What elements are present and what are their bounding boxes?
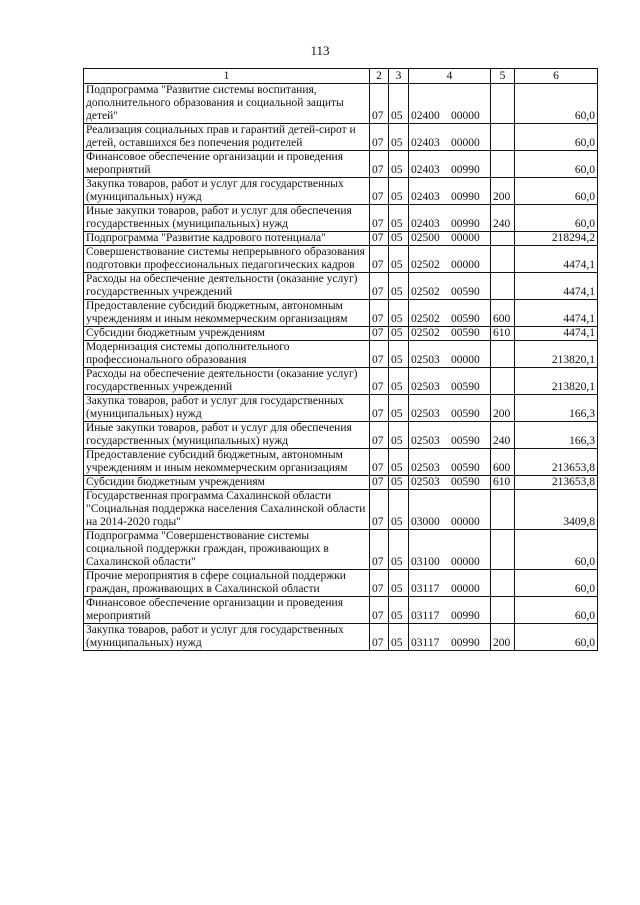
- table-row: [84, 84, 598, 124]
- table-row: [84, 178, 598, 205]
- expense-name: Закупка товаров, работ и услуг для государственных (муниципальных) нужд: [84, 395, 370, 422]
- subsection-code: 05: [389, 422, 409, 449]
- subsection-code: 05: [389, 476, 409, 490]
- amount: 166,3: [515, 395, 598, 422]
- target-program-code: 02403: [411, 137, 440, 149]
- amount: 60,0: [515, 178, 598, 205]
- amount: 60,0: [515, 530, 598, 570]
- target-program-code: 02403: [411, 164, 440, 176]
- section-code: 07: [370, 232, 389, 246]
- target-program-code: 02502: [411, 286, 440, 298]
- target-item-code: [409, 624, 491, 651]
- target-item-code: [409, 490, 491, 530]
- amount: 213653,8: [515, 476, 598, 490]
- section-code: 07: [370, 84, 389, 124]
- section-code: 07: [370, 178, 389, 205]
- target-program-code: 02502: [411, 327, 440, 339]
- expense-type-code: [491, 530, 515, 570]
- target-item-code: [409, 570, 491, 597]
- expense-type-code: [491, 273, 515, 300]
- expense-type-code: [491, 151, 515, 178]
- target-direction-code: 00000: [451, 556, 480, 568]
- subsection-code: 05: [389, 624, 409, 651]
- table-row: [84, 395, 598, 422]
- header-cell: 2: [370, 69, 389, 84]
- subsection-code: 05: [389, 490, 409, 530]
- expense-name: Финансовое обеспечение организации и проведения мероприятий: [84, 151, 370, 178]
- section-code: 07: [370, 395, 389, 422]
- table-row: [84, 368, 598, 395]
- expense-name: Предоставление субсидий бюджетным, автономным учреждениям и иным некоммерческим организациям: [84, 449, 370, 476]
- target-item-code: [409, 124, 491, 151]
- target-item-code: [409, 151, 491, 178]
- table-row: [84, 449, 598, 476]
- amount: 213653,8: [515, 449, 598, 476]
- amount: 60,0: [515, 570, 598, 597]
- table-row: [84, 151, 598, 178]
- target-direction-code: 00590: [451, 462, 480, 474]
- expense-name: Закупка товаров, работ и услуг для государственных (муниципальных) нужд: [84, 178, 370, 205]
- target-item-code: [409, 597, 491, 624]
- amount: 218294,2: [515, 232, 598, 246]
- target-direction-code: 00000: [451, 110, 480, 122]
- expense-name: Реализация социальных прав и гарантий детей-сирот и детей, оставшихся без попечения родителей: [84, 124, 370, 151]
- subsection-code: 05: [389, 395, 409, 422]
- amount: 60,0: [515, 205, 598, 232]
- table-row: [84, 205, 598, 232]
- amount: 4474,1: [515, 300, 598, 327]
- expense-name: Государственная программа Сахалинской области "Социальная поддержка населения Сахалинской области на 2014-2020 годы": [84, 490, 370, 530]
- expense-type-code: 600: [491, 300, 515, 327]
- expense-name: Расходы на обеспечение деятельности (оказание услуг) государственных учреждений: [84, 368, 370, 395]
- amount: 60,0: [515, 124, 598, 151]
- expense-name: Подпрограмма "Развитие кадрового потенциала": [84, 232, 370, 246]
- expense-type-code: [491, 597, 515, 624]
- target-direction-code: 00000: [451, 232, 480, 244]
- expense-name: Иные закупки товаров, работ и услуг для обеспечения государственных (муниципальных) нужд: [84, 422, 370, 449]
- table-row: [84, 476, 598, 490]
- section-code: 07: [370, 570, 389, 597]
- expense-name: Иные закупки товаров, работ и услуг для обеспечения государственных (муниципальных) нужд: [84, 205, 370, 232]
- section-code: 07: [370, 151, 389, 178]
- table-row: [84, 530, 598, 570]
- header-cell: 3: [389, 69, 409, 84]
- expense-name: Совершенствование системы непрерывного образования подготовки профессиональных педагогических кадров: [84, 246, 370, 273]
- page-number: 113: [310, 43, 330, 58]
- amount: 213820,1: [515, 341, 598, 368]
- target-item-code: [409, 178, 491, 205]
- amount: 60,0: [515, 151, 598, 178]
- table-row: [84, 124, 598, 151]
- subsection-code: 05: [389, 273, 409, 300]
- expense-type-code: 240: [491, 422, 515, 449]
- subsection-code: 05: [389, 341, 409, 368]
- expense-type-code: 200: [491, 395, 515, 422]
- target-program-code: 02503: [411, 476, 440, 488]
- table-body: [84, 84, 598, 651]
- table-row: [84, 597, 598, 624]
- section-code: 07: [370, 246, 389, 273]
- target-program-code: 02502: [411, 259, 440, 271]
- table-row: [84, 422, 598, 449]
- expense-type-code: 200: [491, 624, 515, 651]
- section-code: 07: [370, 476, 389, 490]
- amount: 3409,8: [515, 490, 598, 530]
- expense-type-code: 200: [491, 178, 515, 205]
- table-row: [84, 341, 598, 368]
- header-cell: 1: [84, 69, 370, 84]
- table-row: [84, 246, 598, 273]
- target-item-code: [409, 368, 491, 395]
- target-program-code: 02503: [411, 435, 440, 447]
- section-code: 07: [370, 449, 389, 476]
- target-program-code: 03117: [411, 637, 440, 649]
- target-direction-code: 00590: [451, 313, 480, 325]
- expense-type-code: [491, 570, 515, 597]
- target-program-code: 03000: [411, 516, 440, 528]
- expense-type-code: [491, 84, 515, 124]
- section-code: 07: [370, 530, 389, 570]
- section-code: 07: [370, 422, 389, 449]
- subsection-code: 05: [389, 570, 409, 597]
- amount: 60,0: [515, 624, 598, 651]
- subsection-code: 05: [389, 449, 409, 476]
- target-program-code: 03117: [411, 583, 440, 595]
- section-code: 07: [370, 124, 389, 151]
- target-item-code: [409, 273, 491, 300]
- target-program-code: 02503: [411, 462, 440, 474]
- section-code: 07: [370, 205, 389, 232]
- subsection-code: 05: [389, 232, 409, 246]
- target-direction-code: 00590: [451, 435, 480, 447]
- table-row: [84, 624, 598, 651]
- target-item-code: [409, 530, 491, 570]
- expense-name: Подпрограмма "Совершенствование системы социальной поддержки граждан, проживающих в Сахалинской области": [84, 530, 370, 570]
- target-direction-code: 00590: [451, 408, 480, 420]
- target-item-code: [409, 422, 491, 449]
- expense-name: Субсидии бюджетным учреждениям: [84, 476, 370, 490]
- target-program-code: 02400: [411, 110, 440, 122]
- target-item-code: [409, 205, 491, 232]
- expense-name: Расходы на обеспечение деятельности (оказание услуг) государственных учреждений: [84, 273, 370, 300]
- amount: 4474,1: [515, 246, 598, 273]
- expense-name: Закупка товаров, работ и услуг для государственных (муниципальных) нужд: [84, 624, 370, 651]
- expense-type-code: [491, 490, 515, 530]
- expense-name: Модернизация системы дополнительного профессионального образования: [84, 341, 370, 368]
- amount: 213820,1: [515, 368, 598, 395]
- amount: 166,3: [515, 422, 598, 449]
- target-program-code: 03100: [411, 556, 440, 568]
- header-cell: 5: [491, 69, 515, 84]
- target-item-code: [409, 232, 491, 246]
- subsection-code: 05: [389, 246, 409, 273]
- target-direction-code: 00000: [451, 354, 480, 366]
- target-item-code: [409, 246, 491, 273]
- target-program-code: 02502: [411, 313, 440, 325]
- expense-type-code: 610: [491, 327, 515, 341]
- amount: 4474,1: [515, 327, 598, 341]
- target-direction-code: 00590: [451, 381, 480, 393]
- subsection-code: 05: [389, 205, 409, 232]
- target-program-code: 03117: [411, 610, 440, 622]
- section-code: 07: [370, 490, 389, 530]
- subsection-code: 05: [389, 368, 409, 395]
- table-row: [84, 570, 598, 597]
- section-code: 07: [370, 273, 389, 300]
- expense-type-code: [491, 368, 515, 395]
- subsection-code: 05: [389, 300, 409, 327]
- expense-type-code: 600: [491, 449, 515, 476]
- expense-type-code: 610: [491, 476, 515, 490]
- budget-table: [83, 68, 598, 651]
- subsection-code: 05: [389, 327, 409, 341]
- target-program-code: 02503: [411, 408, 440, 420]
- table-row: [84, 273, 598, 300]
- section-code: 07: [370, 624, 389, 651]
- target-item-code: [409, 395, 491, 422]
- target-item-code: [409, 449, 491, 476]
- section-code: 07: [370, 368, 389, 395]
- target-item-code: [409, 84, 491, 124]
- target-item-code: [409, 300, 491, 327]
- target-program-code: 02403: [411, 191, 440, 203]
- target-direction-code: 00990: [451, 610, 480, 622]
- header-cell: 6: [515, 69, 598, 84]
- section-code: 07: [370, 327, 389, 341]
- target-direction-code: 00990: [451, 191, 480, 203]
- target-direction-code: 00000: [451, 137, 480, 149]
- amount: 60,0: [515, 84, 598, 124]
- table-row: [84, 327, 598, 341]
- expense-type-code: [491, 341, 515, 368]
- target-program-code: 02403: [411, 218, 440, 230]
- target-program-code: 02503: [411, 354, 440, 366]
- target-direction-code: 00990: [451, 637, 480, 649]
- target-program-code: 02500: [411, 232, 440, 244]
- expense-name: Подпрограмма "Развитие системы воспитания, дополнительного образования и социальной защиты детей": [84, 84, 370, 124]
- amount: 60,0: [515, 597, 598, 624]
- expense-name: Прочие мероприятия в сфере социальной поддержки граждан, проживающих в Сахалинской области: [84, 570, 370, 597]
- subsection-code: 05: [389, 597, 409, 624]
- target-direction-code: 00990: [451, 164, 480, 176]
- table-row: [84, 232, 598, 246]
- header-cell: 4: [409, 69, 491, 84]
- subsection-code: 05: [389, 124, 409, 151]
- section-code: 07: [370, 300, 389, 327]
- section-code: 07: [370, 597, 389, 624]
- amount: 4474,1: [515, 273, 598, 300]
- expense-name: Предоставление субсидий бюджетным, автономным учреждениям и иным некоммерческим организациям: [84, 300, 370, 327]
- expense-name: Субсидии бюджетным учреждениям: [84, 327, 370, 341]
- target-direction-code: 00990: [451, 218, 480, 230]
- expense-type-code: [491, 124, 515, 151]
- subsection-code: 05: [389, 151, 409, 178]
- subsection-code: 05: [389, 178, 409, 205]
- target-item-code: [409, 327, 491, 341]
- target-program-code: 02503: [411, 381, 440, 393]
- expense-name: Финансовое обеспечение организации и проведения мероприятий: [84, 597, 370, 624]
- section-code: 07: [370, 341, 389, 368]
- expense-type-code: [491, 246, 515, 273]
- table-row: [84, 300, 598, 327]
- target-direction-code: 00000: [451, 583, 480, 595]
- header-row: [84, 69, 598, 84]
- target-direction-code: 00590: [451, 476, 480, 488]
- target-direction-code: 00000: [451, 259, 480, 271]
- subsection-code: 05: [389, 530, 409, 570]
- target-item-code: [409, 341, 491, 368]
- target-item-code: [409, 476, 491, 490]
- target-direction-code: 00590: [451, 327, 480, 339]
- expense-type-code: 240: [491, 205, 515, 232]
- expense-type-code: [491, 232, 515, 246]
- subsection-code: 05: [389, 84, 409, 124]
- target-direction-code: 00590: [451, 286, 480, 298]
- table-row: [84, 490, 598, 530]
- target-direction-code: 00000: [451, 516, 480, 528]
